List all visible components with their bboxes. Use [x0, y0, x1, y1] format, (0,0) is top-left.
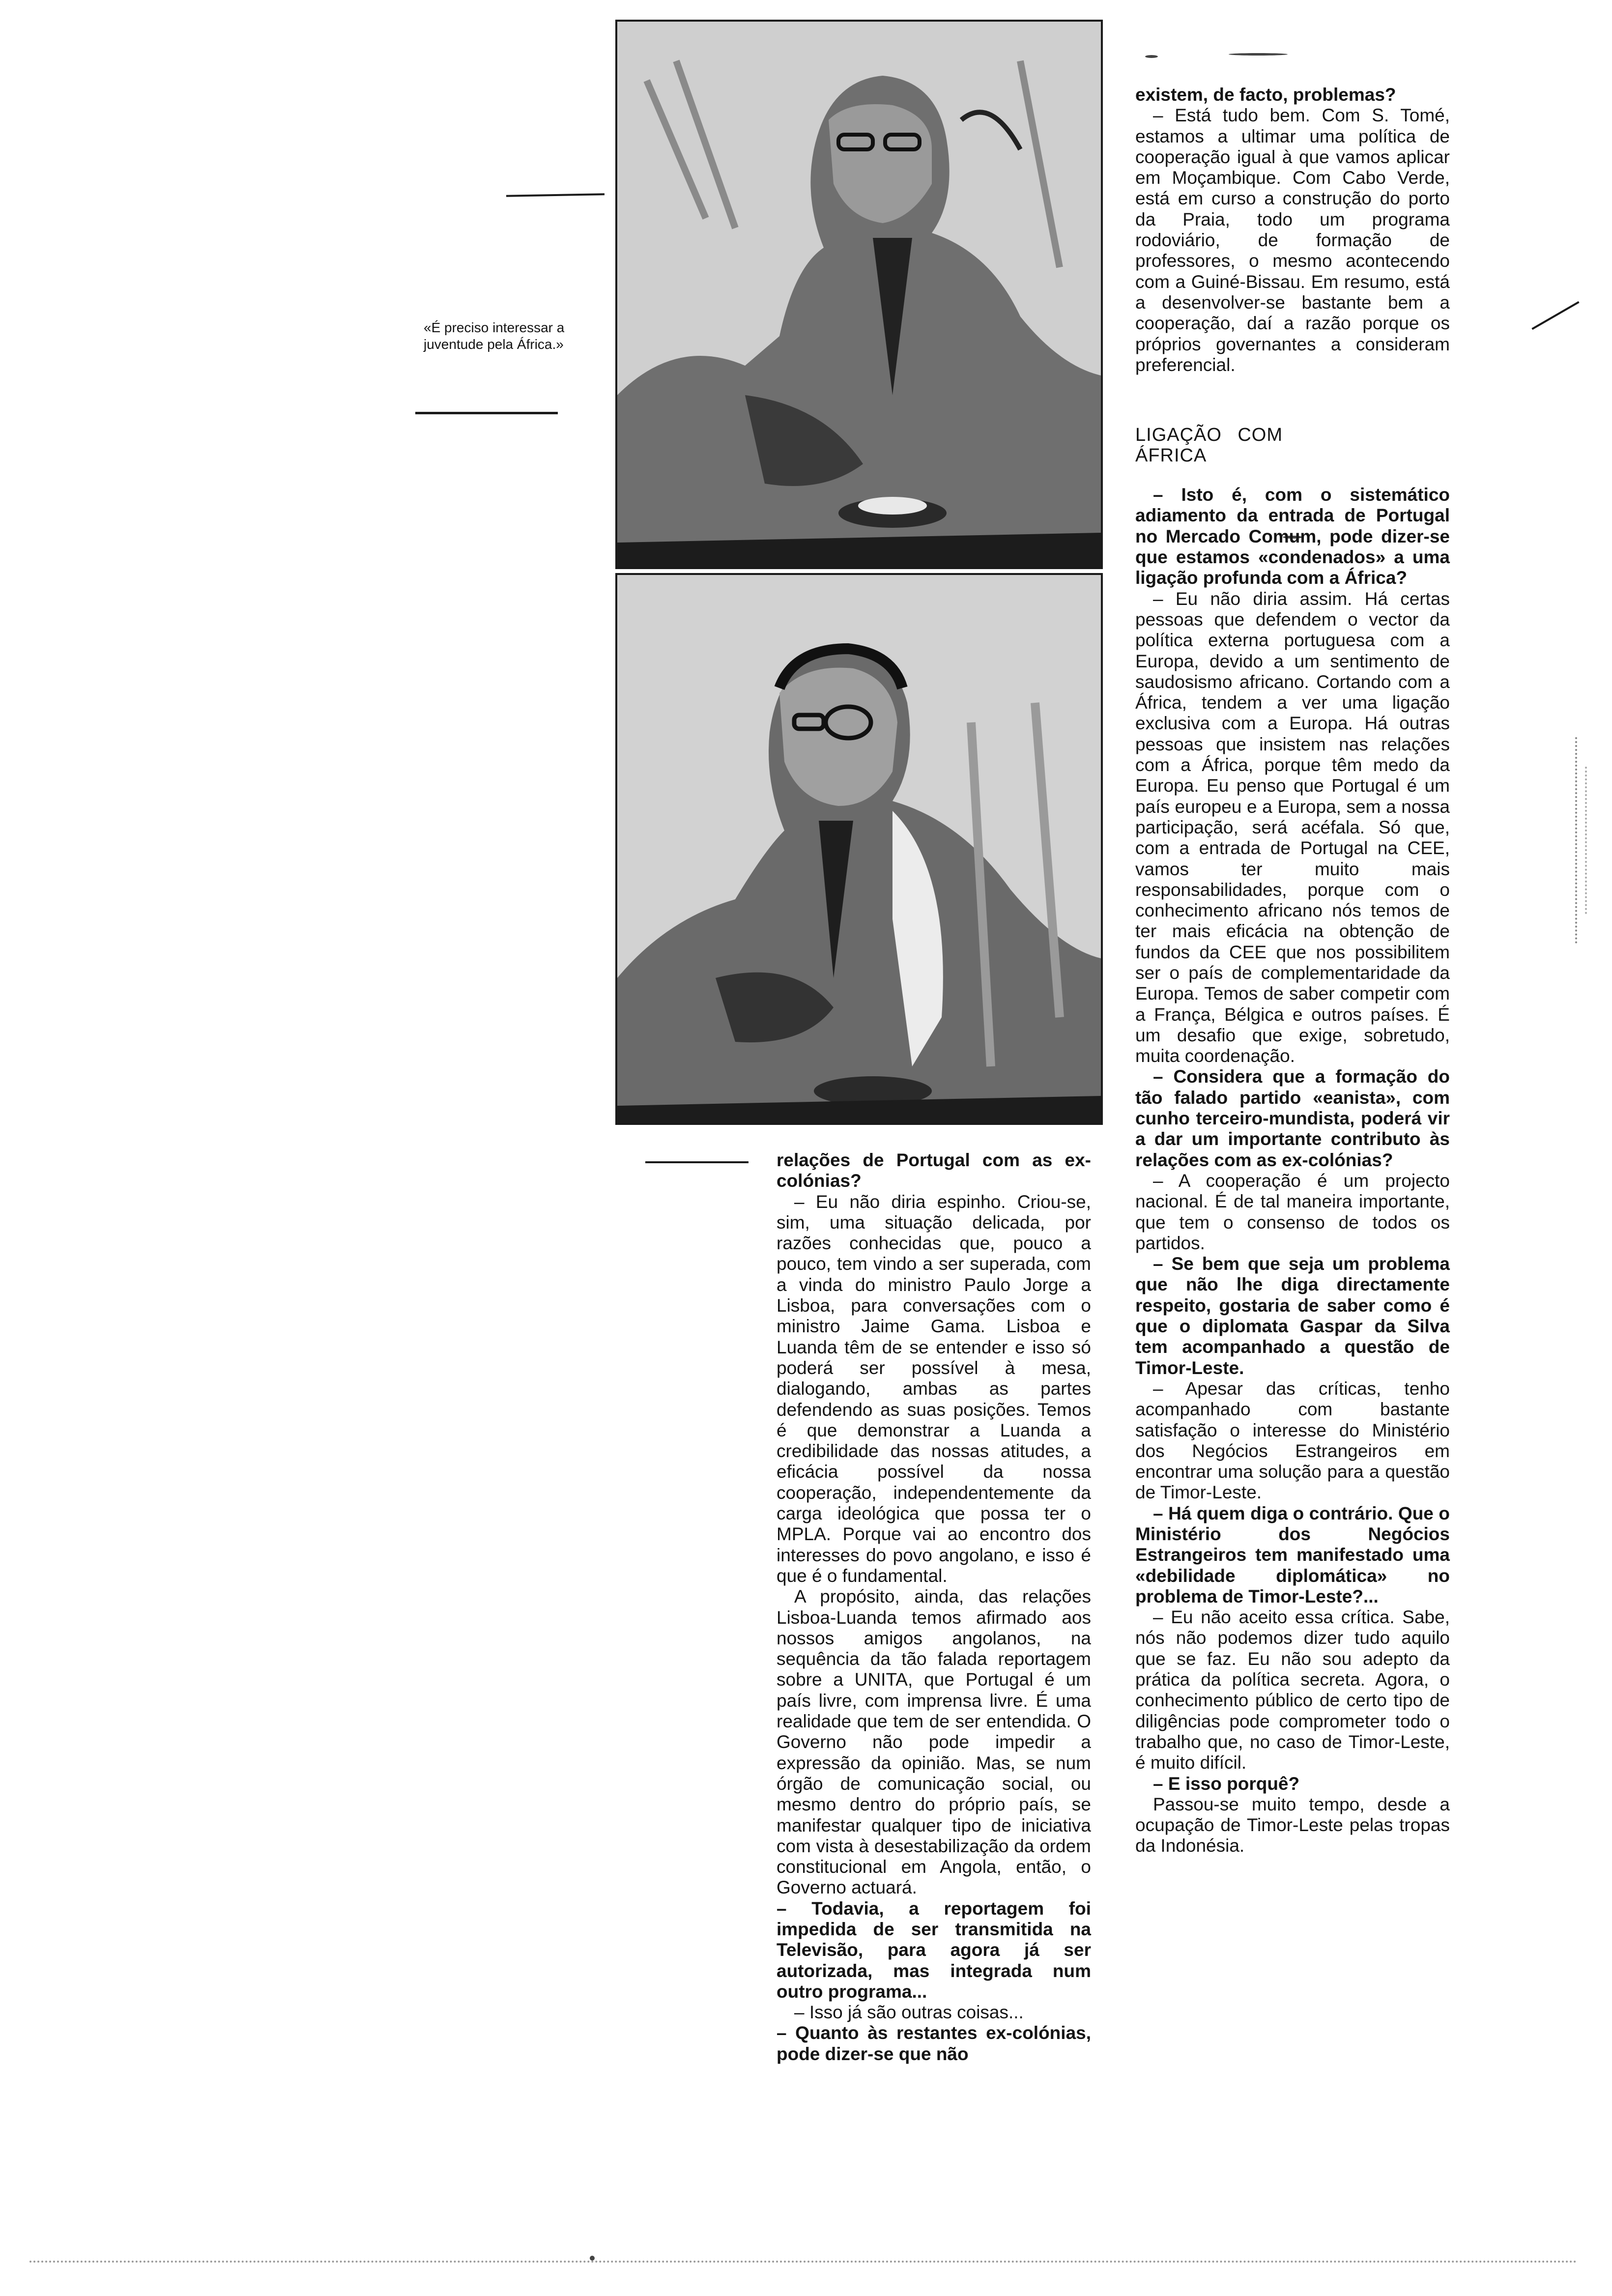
- question-text: – E isso porquê?: [1153, 1773, 1300, 1794]
- photo-caption: «É preciso interessar a juventude pela África.»: [424, 320, 565, 352]
- section-heading: LIGAÇÃO COM ÁFRICA: [1135, 425, 1283, 466]
- stray-line: [506, 193, 604, 197]
- question-text: – Quanto às restantes ex-colónias, pode dizer-se que não: [777, 2023, 1091, 2064]
- article-column-middle: [777, 1150, 1091, 2065]
- scan-speck: [1145, 55, 1158, 58]
- article-column-right: [1135, 85, 1450, 1857]
- answer-text: – Eu não diria espinho. Criou-se, sim, uma situação delicada, por razões conhecidas que, pouco a pouco, tem vindo a ser superada, com a vinda do ministro Paulo Jorge a Lisboa, para conversações com o ministro Jaime Gama. Lisboa e Luanda têm de se entender e isso só poderá ser possível à mesa, dialogando, ambas as partes defendendo as suas posições. Temos é que demonstrar a Luanda a credibilidade das nossas atitudes, a eficácia possível da nossa cooperação, independentemente da carga ideológica que possa ter o MPLA. Porque vai ao encontro dos interesses do povo angolano, e isso é que é o fundamental.: [777, 1191, 1091, 1586]
- caption-rule: [415, 412, 558, 414]
- column-rule: [645, 1161, 748, 1163]
- question-text: – Considera que a formação do tão falado partido «eanista», com cunho terceiro-mundista, poderá vir a dar um importante contributo às relações com as ex-colónias?: [1135, 1066, 1450, 1170]
- question-text: relações de Portugal com as ex-colónias?: [777, 1150, 1091, 1191]
- answer-text: – Isso já são outras coisas...: [794, 2002, 1024, 2023]
- question-text: – Todavia, a reportagem foi impedida de ser transmitida na Televisão, para agora já ser autorizada, mas integrada num outro programa...: [777, 1898, 1091, 2002]
- answer-text: – Está tudo bem. Com S. Tomé, estamos a ultimar uma política de cooperação igual à que vamos aplicar em Moçambique. Com Cabo Verde, está em curso a construção do porto da Praia, todo um programa rodoviário, de formação de professores, o mesmo acontecendo com a Guiné-Bissau. Em resumo, está a desenvolver-se bastante bem a cooperação, daí a razão porque os próprios governantes a consideram preferencial.: [1135, 105, 1450, 375]
- answer-text: – Eu não aceito essa crítica. Sabe, nós não podemos dizer tudo aquilo que se faz. Eu não sou adepto da prática da política secreta. Agora, o conhecimento público de certo tipo de diligências pode comprometer todo o trabalho que, no caso de Timor-Leste, é muito difícil.: [1135, 1607, 1450, 1773]
- scan-speck: [1229, 53, 1288, 56]
- answer-text: – Apesar das críticas, tenho acompanhado com bastante satisfação o interesse do Ministério dos Negócios Estrangeiros em encontrar uma solução para a questão de Timor-Leste.: [1135, 1378, 1450, 1503]
- question-text: – Isto é, com o sistemático adiamento da entrada de Portugal no Mercado Comum, pode dizer-se que estamos «condenados» a uma ligação profunda com a África?: [1135, 485, 1450, 588]
- question-text: – Há quem diga o contrário. Que o Ministério dos Negócios Estrangeiros tem manifestado uma «debilidade diplomática» no problema de Timor-Leste?...: [1135, 1503, 1450, 1607]
- photo-man-with-glasses-icon: [617, 575, 1101, 1123]
- stray-line: [1531, 301, 1579, 330]
- answer-text: Passou-se muito tempo, desde a ocupação de Timor-Leste pelas tropas da Indonésia.: [1135, 1794, 1450, 1856]
- photo-bottom: [615, 573, 1103, 1125]
- photo-top: [615, 20, 1103, 569]
- question-text: existem, de facto, problemas?: [1135, 85, 1396, 105]
- question-text: – Se bem que seja um problema que não lhe diga directamente respeito, gostaria de saber como é que o diplomata Gaspar da Silva tem acompanhado a questão de Timor-Leste.: [1135, 1254, 1450, 1378]
- photo-man-seated-with-cup-icon: [617, 22, 1101, 567]
- answer-text: – A cooperação é um projecto nacional. É de tal maneira importante, que tem o consenso de todos os partidos.: [1135, 1170, 1450, 1253]
- scan-speck: [590, 2256, 595, 2261]
- scan-edge-dots: [29, 2261, 1578, 2265]
- scan-edge-dots: [1575, 737, 1579, 944]
- answer-text: – Eu não diria assim. Há certas pessoas que defendem o vector da política externa portuguesa com a Europa, devido a um sentimento de saudosismo africano. Cortando com a África, tendem a ver uma ligação exclusiva com a Europa. Há outras pessoas que insistem nas relações com a África, porque têm medo da Europa. Eu penso que Portugal é um país europeu e a Europa, sem a nossa participação, será acéfala. Só que, com a entrada de Portugal na CEE, vamos ter muito mais responsabilidades, porque com o conhecimento africano nós temos de ter mais eficácia na obtenção de fundos da CEE que nos possibilitem ser o país de complementaridade da Europa. Temos de saber competir com a França, Bélgica e outros países. É um desafio que exige, sobretudo, muita coordenação.: [1135, 588, 1450, 1066]
- scan-edge-dots: [1585, 767, 1589, 914]
- answer-text: A propósito, ainda, das relações Lisboa-Luanda temos afirmado aos nossos amigos angolanos, na sequência da tão falada reportagem sobre a UNITA, que Portugal é um país livre, com imprensa livre. É uma realidade que tem de ser entendida. O Governo não pode impedir a expressão da opinião. Mas, se num órgão de comunicação social, ou mesmo dentro do próprio país, se manifestar qualquer tipo de iniciativa com vista à desestabilização da ordem constitucional em Angola, então, o Governo actuará.: [777, 1586, 1091, 1898]
